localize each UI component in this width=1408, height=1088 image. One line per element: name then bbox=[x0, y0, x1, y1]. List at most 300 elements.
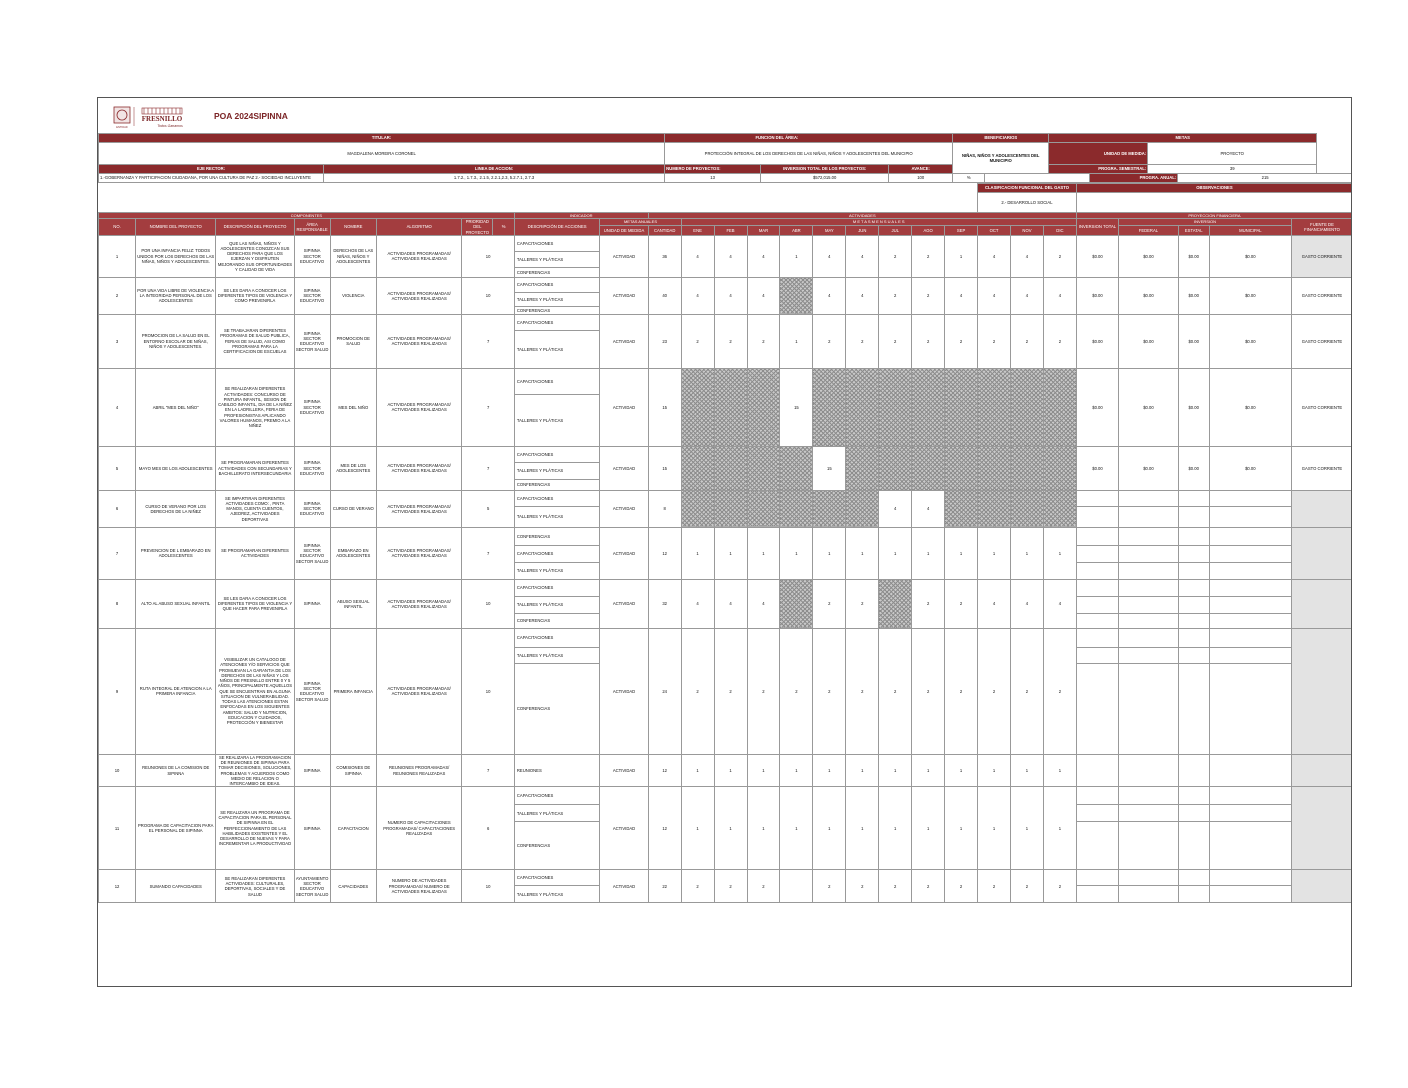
project-month-value: 2 bbox=[1043, 628, 1076, 754]
project-indicador: DERECHOS DE LAS NIÑAS, NIÑOS Y ADOLESCENTES bbox=[330, 235, 376, 277]
col-prioridad: PRIORIDAD DEL PROYECTO bbox=[462, 219, 493, 236]
col-month: MAY bbox=[813, 225, 846, 235]
project-indicador: MES DEL NIÑO bbox=[330, 368, 376, 446]
project-nombre: PREVENCION DE L EMBARAZO EN ADOLESCENTES bbox=[136, 527, 216, 579]
project-month-value: 1 bbox=[1011, 754, 1044, 787]
empty-finance-cell bbox=[1209, 545, 1291, 562]
project-prioridad: 10 bbox=[462, 235, 514, 277]
project-month-value: 2 bbox=[813, 579, 846, 628]
project-cantidad: 12 bbox=[648, 787, 681, 870]
empty-finance-cell bbox=[1209, 822, 1291, 870]
project-fuente bbox=[1292, 787, 1352, 870]
col-metas-mensuales: M E T A S M E N S U A L E S bbox=[681, 219, 1076, 226]
project-month-value: 2 bbox=[714, 870, 747, 903]
empty-finance-cell bbox=[1119, 596, 1179, 613]
project-descripcion: QUE LAS NIÑAS, NIÑOS Y ADOLESCENTES CONOZCAN SUS DERECHOS PARA QUE LOS EJERZAN Y DISFRUTEN MEJORANDO SUS OPORTUNIDADES Y CALIDAD DE VIDA bbox=[216, 235, 294, 277]
col-unidad: UNIDAD DE MEDIDA bbox=[600, 225, 648, 235]
project-accion: CONFERENCIAS bbox=[514, 822, 599, 870]
empty-finance-cell bbox=[1119, 886, 1179, 903]
project-unidad: ACTIVIDAD bbox=[600, 368, 648, 446]
project-indicador: ABUSO SEXUAL INFANTIL bbox=[330, 579, 376, 628]
empty-finance-cell bbox=[1178, 822, 1209, 870]
project-algoritmo: ACTIVIDADES PROGRAMADAS/ ACTIVIDADES REALIZADAS bbox=[376, 314, 461, 368]
empty-finance-cell bbox=[1076, 754, 1118, 787]
table-row bbox=[99, 628, 1353, 647]
project-unidad: ACTIVIDAD bbox=[600, 235, 648, 277]
empty-finance-cell bbox=[1076, 596, 1118, 613]
project-month-value: 2 bbox=[912, 579, 945, 628]
project-month-value bbox=[879, 368, 912, 446]
project-prioridad: 10 bbox=[462, 870, 514, 903]
project-fuente: GASTO CORRIENTE bbox=[1292, 277, 1352, 314]
project-no: 2 bbox=[99, 277, 136, 314]
project-prioridad: 7 bbox=[462, 527, 514, 579]
project-month-value: 2 bbox=[879, 277, 912, 314]
project-month-value: 2 bbox=[978, 628, 1011, 754]
project-area: SIPINNA SECTOR EDUCATIVO SECTOR SALUD bbox=[294, 527, 330, 579]
project-month-value: 2 bbox=[912, 628, 945, 754]
clasificacion-label: CLASIFICACION FUNCIONAL DEL GASTO bbox=[978, 184, 1077, 193]
project-month-value: 2 bbox=[945, 579, 978, 628]
col-descripcion: DESCRIPCIÓN DEL PROYECTO bbox=[216, 219, 294, 236]
col-month: ENE bbox=[681, 225, 714, 235]
project-month-value: 1 bbox=[1043, 754, 1076, 787]
project-month-value: 4 bbox=[1011, 235, 1044, 277]
project-unidad: ACTIVIDAD bbox=[600, 754, 648, 787]
project-fuente: GASTO CORRIENTE bbox=[1292, 446, 1352, 490]
project-nombre: MAYO MES DE LOS ADOLESCENTES bbox=[136, 446, 216, 490]
project-descripcion: SE PROGRAMARAN DIFERENTES ACTIVIDADES CON SECUNDARIAS Y BACHILLERATO INTERSECUNDARIA bbox=[216, 446, 294, 490]
project-month-value: 1 bbox=[945, 754, 978, 787]
col-metas-anuales: METAS ANUALES bbox=[600, 219, 681, 226]
empty-finance-cell bbox=[1119, 545, 1179, 562]
project-month-value: 2 bbox=[879, 870, 912, 903]
eje-label: EJE RECTOR: bbox=[99, 165, 324, 174]
empty-finance-cell bbox=[1076, 506, 1118, 527]
project-month-value: 2 bbox=[681, 314, 714, 368]
project-month-value: 1 bbox=[681, 527, 714, 579]
project-prioridad: 7 bbox=[462, 314, 514, 368]
project-month-value: 4 bbox=[714, 277, 747, 314]
project-cantidad: 12 bbox=[648, 527, 681, 579]
project-accion: CAPACITACIONES bbox=[514, 277, 599, 292]
table-row bbox=[99, 754, 1353, 787]
project-month-value: 2 bbox=[747, 870, 780, 903]
empty-finance-cell bbox=[1076, 613, 1118, 628]
project-accion: CAPACITACIONES bbox=[514, 579, 599, 596]
linea-value: 1.7.2., 1.7.3., 2.1.5, 2.2.1,2.3, 5.2.7.1, 2.7.3 bbox=[324, 174, 665, 183]
project-cantidad: 12 bbox=[648, 754, 681, 787]
project-no: 3 bbox=[99, 314, 136, 368]
project-month-value: 4 bbox=[978, 579, 1011, 628]
num-proyectos-value: 13 bbox=[665, 174, 761, 183]
table-row bbox=[99, 490, 1353, 506]
project-descripcion: SE PROGRAMARAN DIFERENTES ACTIVIDADES bbox=[216, 527, 294, 579]
col-pct: % bbox=[493, 219, 515, 236]
project-accion: CAPACITACIONES bbox=[514, 787, 599, 805]
project-accion: CONFERENCIAS bbox=[514, 613, 599, 628]
project-month-value: 4 bbox=[714, 235, 747, 277]
project-month-value: 2 bbox=[714, 628, 747, 754]
project-month-value bbox=[780, 870, 813, 903]
project-month-value: 1 bbox=[681, 754, 714, 787]
project-month-value bbox=[1011, 490, 1044, 527]
project-month-value: 2 bbox=[1043, 870, 1076, 903]
project-fuente: GASTO CORRIENTE bbox=[1292, 368, 1352, 446]
project-month-value: 1 bbox=[813, 787, 846, 870]
project-descripcion: SE REALIZARA UN PROGRAMA DE CAPACITACION PARA EL PERSONAL DE SIPINNA EN EL PERFECCIONAMIENTO DE LAS HABILIDADES EXISTENTES Y EL DESARROLLO DE NUEVAS Y PARA INCREMENTAR LA PRODUCTIVIDAD bbox=[216, 787, 294, 870]
project-month-value bbox=[846, 368, 879, 446]
project-no: 12 bbox=[99, 870, 136, 903]
project-indicador: PRIMERA INFANCIA bbox=[330, 628, 376, 754]
project-month-value: 2 bbox=[1043, 314, 1076, 368]
project-accion: TALLERES Y PLÁTICAS bbox=[514, 292, 599, 306]
project-area: SIPINNA bbox=[294, 579, 330, 628]
empty-finance-cell bbox=[1209, 628, 1291, 647]
empty-finance-cell bbox=[1076, 805, 1118, 822]
observaciones-value bbox=[1076, 193, 1352, 213]
project-estatal: $0.00 bbox=[1178, 446, 1209, 490]
col-federal: FEDERAL bbox=[1119, 225, 1179, 235]
empty-finance-cell bbox=[1119, 628, 1179, 647]
project-accion: TALLERES Y PLÁTICAS bbox=[514, 251, 599, 267]
project-fuente bbox=[1292, 579, 1352, 628]
empty-finance-cell bbox=[1119, 490, 1179, 506]
project-month-value bbox=[978, 368, 1011, 446]
project-prioridad: 10 bbox=[462, 579, 514, 628]
empty-finance-cell bbox=[1076, 886, 1118, 903]
project-fuente: GASTO CORRIENTE bbox=[1292, 235, 1352, 277]
col-month: AGO bbox=[912, 225, 945, 235]
empty-finance-cell bbox=[1209, 787, 1291, 805]
project-no: 6 bbox=[99, 490, 136, 527]
project-month-value: 2 bbox=[1011, 870, 1044, 903]
project-prioridad: 7 bbox=[462, 368, 514, 446]
empty-finance-cell bbox=[1209, 870, 1291, 886]
project-area: SIPINNA SECTOR EDUCATIVO bbox=[294, 490, 330, 527]
empty-finance-cell bbox=[1076, 628, 1118, 647]
project-month-value bbox=[714, 490, 747, 527]
project-inversion-total: $0.00 bbox=[1076, 235, 1118, 277]
project-month-value: 1 bbox=[879, 787, 912, 870]
project-cantidad: 15 bbox=[648, 368, 681, 446]
project-month-value bbox=[780, 446, 813, 490]
unidad-medida-value: PROYECTO bbox=[1148, 143, 1317, 165]
project-cantidad: 23 bbox=[648, 314, 681, 368]
empty-finance-cell bbox=[1076, 490, 1118, 506]
project-accion: CAPACITACIONES bbox=[514, 368, 599, 394]
project-descripcion: SE REALIZARA LA PROGRAMACION DE REUNIONES DE SIPINNA PARA TOMAR DECISIONES, SOLUCIONES, PROBLEMAS Y ACUERDOS COMO MEDIO DE RELACION O INTERCAMBIO DE IDEAS. bbox=[216, 754, 294, 787]
empty-finance-cell bbox=[1178, 647, 1209, 663]
empty-finance-cell bbox=[1119, 506, 1179, 527]
project-month-value: 2 bbox=[747, 314, 780, 368]
project-no: 5 bbox=[99, 446, 136, 490]
project-no: 8 bbox=[99, 579, 136, 628]
project-algoritmo: ACTIVIDADES PROGRAMADAS/ ACTIVIDADES REALIZADAS bbox=[376, 277, 461, 314]
project-month-value: 2 bbox=[978, 870, 1011, 903]
project-month-value: 1 bbox=[747, 787, 780, 870]
project-month-value bbox=[912, 446, 945, 490]
project-no: 10 bbox=[99, 754, 136, 787]
project-unidad: ACTIVIDAD bbox=[600, 446, 648, 490]
project-unidad: ACTIVIDAD bbox=[600, 527, 648, 579]
project-month-value: 4 bbox=[912, 490, 945, 527]
project-month-value bbox=[846, 490, 879, 527]
empty-finance-cell bbox=[1076, 663, 1118, 754]
project-unidad: ACTIVIDAD bbox=[600, 787, 648, 870]
project-nombre: POR UNA VIDA LIBRE DE VIOLENCIA A LA INTEGRIDAD PERSONAL DE LOS ADOLESCENTES bbox=[136, 277, 216, 314]
project-month-value bbox=[813, 490, 846, 527]
table-row bbox=[99, 235, 1353, 251]
project-municipal: $0.00 bbox=[1209, 368, 1291, 446]
col-estatal: ESTATAL bbox=[1178, 225, 1209, 235]
project-cantidad: 36 bbox=[648, 235, 681, 277]
col-month: NOV bbox=[1011, 225, 1044, 235]
project-nombre: ABRIL "MES DEL NIÑO" bbox=[136, 368, 216, 446]
empty-finance-cell bbox=[1209, 613, 1291, 628]
project-indicador: PROMOCION DE SALUD bbox=[330, 314, 376, 368]
empty-finance-cell bbox=[1076, 527, 1118, 545]
titular-value: MAGDALENA MOREIRA CORONEL bbox=[99, 143, 665, 165]
project-month-value: 1 bbox=[780, 754, 813, 787]
project-month-value bbox=[780, 277, 813, 314]
project-algoritmo: NUMERO DE CAPACITACIONES PROGRAMADAS/ CAPACITACIONES REALIZADAS bbox=[376, 787, 461, 870]
project-month-value: 1 bbox=[945, 235, 978, 277]
project-descripcion: VISIBILIZAR UN CATALOGO DE ATENCIONES Y/O SERVICIOS QUE PROMUEVAN LA GARANTIA DE LOS DERECHOS DE LAS NIÑAS Y LOS NIÑOS DE FRESNILLO ENTRE 0 Y 5 AÑOS, PRINCIPALMENTE AQUELLOS QUE SE ENCUENTRAN EN ALGUNA SITUACION DE VULNERABILIDAD. TODAS LAS ATENCIONES ESTAN ENFOCADAS EN LOS SIGUIENTES AMBITOS: SALUD Y NUTRICION, EDUCACION Y CUIDADOS, PROTECCIÓN Y BIENESTAR bbox=[216, 628, 294, 754]
project-month-value: 2 bbox=[912, 314, 945, 368]
project-month-value bbox=[1043, 368, 1076, 446]
project-accion: TALLERES Y PLÁTICAS bbox=[514, 506, 599, 527]
project-month-value: 1 bbox=[978, 527, 1011, 579]
project-unidad: ACTIVIDAD bbox=[600, 314, 648, 368]
col-area: ÁREA RESPONSABLE bbox=[294, 219, 330, 236]
col-month: JUN bbox=[846, 225, 879, 235]
project-month-value: 1 bbox=[945, 787, 978, 870]
avance-value: 100 bbox=[889, 174, 953, 183]
project-month-value: 1 bbox=[912, 527, 945, 579]
project-month-value bbox=[780, 579, 813, 628]
table-row bbox=[99, 446, 1353, 462]
beneficiarios-spacer bbox=[985, 174, 1090, 183]
project-month-value: 2 bbox=[912, 235, 945, 277]
empty-finance-cell bbox=[1119, 527, 1179, 545]
project-nombre: ALTO AL ABUSO SEXUAL INFANTIL bbox=[136, 579, 216, 628]
project-month-value: 1 bbox=[945, 527, 978, 579]
titular-label: TITULAR: bbox=[99, 134, 665, 143]
project-month-value bbox=[747, 490, 780, 527]
project-prioridad: 6 bbox=[462, 787, 514, 870]
col-inversion-total: INVERSION TOTAL bbox=[1076, 219, 1118, 236]
project-federal: $0.00 bbox=[1119, 235, 1179, 277]
eje-value: 1.-GOBERNANZA Y PARTICIPACION CIUDADANA, POR UNA CULTURA DE PAZ 2.- SOCIEDAD INCLUYENTE bbox=[99, 174, 324, 183]
col-municipal: MUNICIPAL bbox=[1209, 225, 1291, 235]
project-accion: CAPACITACIONES bbox=[514, 870, 599, 886]
project-accion: TALLERES Y PLÁTICAS bbox=[514, 886, 599, 903]
empty-finance-cell bbox=[1178, 870, 1209, 886]
project-accion: CAPACITACIONES bbox=[514, 235, 599, 251]
project-cantidad: 22 bbox=[648, 870, 681, 903]
col-month: OCT bbox=[978, 225, 1011, 235]
table-row bbox=[99, 277, 1353, 292]
empty-finance-cell bbox=[1119, 562, 1179, 579]
project-month-value bbox=[978, 446, 1011, 490]
project-cantidad: 8 bbox=[648, 490, 681, 527]
project-month-value bbox=[780, 490, 813, 527]
project-accion: CAPACITACIONES bbox=[514, 545, 599, 562]
project-area: SIPINNA SECTOR EDUCATIVO bbox=[294, 277, 330, 314]
avance-unit: % bbox=[953, 174, 985, 183]
project-municipal: $0.00 bbox=[1209, 314, 1291, 368]
project-area: SIPINNA SECTOR EDUCATIVO SECTOR SALUD bbox=[294, 314, 330, 368]
project-unidad: ACTIVIDAD bbox=[600, 870, 648, 903]
project-nombre: POR UNA INFANCIA FELIZ: TODOS UNIDOS POR LOS DERECHOS DE LAS NIÑAS, NIÑOS Y ADOLESCENTES. bbox=[136, 235, 216, 277]
project-month-value bbox=[813, 368, 846, 446]
empty-finance-cell bbox=[1076, 787, 1118, 805]
funcion-value: PROTECCIÓN INTEGRAL DE LOS DERECHOS DE LAS NIÑAS, NIÑOS Y ADOLESCENTES DEL MUNICIPIO bbox=[665, 143, 953, 165]
empty-finance-cell bbox=[1209, 527, 1291, 545]
empty-finance-cell bbox=[1178, 613, 1209, 628]
project-month-value: 2 bbox=[1043, 235, 1076, 277]
project-nombre: PROGRAMA DE CAPACITACION PARA EL PERSONAL DE SIPINNA bbox=[136, 787, 216, 870]
actividades-header: ACTIVIDADES bbox=[648, 213, 1076, 219]
project-descripcion: SE REALIZARAN DIFERENTES ACTIVIDADES: CULTURALES, DEPORTIVAS, SOCIALES Y DE SALUD bbox=[216, 870, 294, 903]
project-month-value: 4 bbox=[681, 235, 714, 277]
empty-finance-cell bbox=[1209, 490, 1291, 506]
project-month-value: 2 bbox=[1011, 628, 1044, 754]
beneficiarios-label: BENEFICIARIOS bbox=[953, 134, 1049, 143]
project-accion: REUNIONES bbox=[514, 754, 599, 787]
project-descripcion: SE LES DARA A CONOCER LOS DIFERENTES TIPOS DE VIOLENCIA Y COMO PREVENIRLA bbox=[216, 277, 294, 314]
project-month-value: 2 bbox=[945, 870, 978, 903]
project-fuente bbox=[1292, 628, 1352, 754]
project-accion: TALLERES Y PLÁTICAS bbox=[514, 647, 599, 663]
progr-semestral-label: PROGRA. SEMESTRAL: bbox=[1049, 165, 1148, 174]
project-month-value bbox=[747, 368, 780, 446]
project-no: 11 bbox=[99, 787, 136, 870]
project-month-value: 2 bbox=[846, 314, 879, 368]
fresnillo-logo bbox=[112, 104, 212, 130]
project-month-value: 2 bbox=[714, 314, 747, 368]
empty-finance-cell bbox=[1076, 822, 1118, 870]
project-indicador: CAPACIDADES bbox=[330, 870, 376, 903]
project-month-value: 1 bbox=[714, 754, 747, 787]
project-month-value: 4 bbox=[714, 579, 747, 628]
project-unidad: ACTIVIDAD bbox=[600, 277, 648, 314]
project-month-value bbox=[747, 446, 780, 490]
project-month-value: 4 bbox=[945, 277, 978, 314]
project-month-value: 15 bbox=[780, 368, 813, 446]
empty-finance-cell bbox=[1209, 886, 1291, 903]
project-month-value bbox=[1011, 446, 1044, 490]
project-month-value: 1 bbox=[846, 787, 879, 870]
project-unidad: ACTIVIDAD bbox=[600, 490, 648, 527]
project-month-value: 4 bbox=[1043, 277, 1076, 314]
project-month-value: 4 bbox=[681, 277, 714, 314]
project-month-value: 1 bbox=[1043, 787, 1076, 870]
project-month-value: 1 bbox=[912, 754, 945, 787]
project-algoritmo: ACTIVIDADES PROGRAMADAS/ ACTIVIDADES REALIZADAS bbox=[376, 579, 461, 628]
project-month-value: 1 bbox=[813, 754, 846, 787]
project-descripcion: SE LES DARA A CONOCER LOS DIFERENTES TIPOS DE VIOLENCIA Y QUE HACER PARA PREVENIRLA bbox=[216, 579, 294, 628]
project-inversion-total: $0.00 bbox=[1076, 368, 1118, 446]
progr-semestral-value: 39 bbox=[1148, 165, 1317, 174]
project-area: SIPINNA SECTOR EDUCATIVO bbox=[294, 235, 330, 277]
project-federal: $0.00 bbox=[1119, 368, 1179, 446]
project-municipal: $0.00 bbox=[1209, 235, 1291, 277]
empty-finance-cell bbox=[1119, 613, 1179, 628]
project-month-value bbox=[681, 368, 714, 446]
project-month-value: 4 bbox=[1011, 579, 1044, 628]
project-cantidad: 15 bbox=[648, 446, 681, 490]
project-algoritmo: ACTIVIDADES PROGRAMADAS/ ACTIVIDADES REALIZADAS bbox=[376, 368, 461, 446]
empty-finance-cell bbox=[1178, 527, 1209, 545]
project-month-value: 1 bbox=[714, 527, 747, 579]
project-month-value: 2 bbox=[780, 628, 813, 754]
funcion-label: FUNCION DEL ÁREA: bbox=[665, 134, 889, 143]
project-descripcion: SE REALIZARAN DIFERENTES ACTIVIDADES: CONCURSO DE PINTURA INFANTIL, SESION DE CABILDO INFANTIL, DIA DE LA NIÑEZ EN LA LADRILLERA, FERIA DE PROFESIONISTAS APLICANDO VALORES HUMANOS, PREMIO A LA NIÑEZ bbox=[216, 368, 294, 446]
empty-finance-cell bbox=[1178, 805, 1209, 822]
beneficiarios-value: NIÑAS, NIÑOS Y ADOLESCENTES DEL MUNICIPIO bbox=[953, 143, 1049, 174]
linea-label: LINEA DE ACCION: bbox=[324, 165, 665, 174]
project-indicador: CAPACITACION bbox=[330, 787, 376, 870]
project-month-value: 1 bbox=[780, 314, 813, 368]
empty-finance-cell bbox=[1209, 506, 1291, 527]
empty-finance-cell bbox=[1209, 579, 1291, 596]
project-accion: CONFERENCIAS bbox=[514, 267, 599, 277]
empty-finance-cell bbox=[1209, 596, 1291, 613]
project-month-value: 2 bbox=[912, 277, 945, 314]
empty-finance-cell bbox=[1178, 628, 1209, 647]
project-month-value bbox=[846, 446, 879, 490]
project-federal: $0.00 bbox=[1119, 277, 1179, 314]
project-cantidad: 24 bbox=[648, 628, 681, 754]
project-month-value: 1 bbox=[846, 754, 879, 787]
col-month: SEP bbox=[945, 225, 978, 235]
project-area: SIPINNA bbox=[294, 754, 330, 787]
project-month-value: 1 bbox=[1011, 787, 1044, 870]
project-month-value bbox=[1043, 490, 1076, 527]
project-algoritmo: ACTIVIDADES PROGRAMADAS/ ACTIVIDADES REALIZADAS bbox=[376, 446, 461, 490]
project-nombre: SUMANDO CAPACIDADES bbox=[136, 870, 216, 903]
project-month-value bbox=[879, 446, 912, 490]
project-prioridad: 7 bbox=[462, 754, 514, 787]
project-month-value: 1 bbox=[879, 527, 912, 579]
col-cantidad: CANTIDAD bbox=[648, 225, 681, 235]
project-month-value: 2 bbox=[879, 314, 912, 368]
project-federal: $0.00 bbox=[1119, 446, 1179, 490]
project-month-value: 2 bbox=[945, 314, 978, 368]
project-accion: TALLERES Y PLÁTICAS bbox=[514, 805, 599, 822]
col-month: DIC bbox=[1043, 225, 1076, 235]
progr-anual-label: PROGRA. ANUAL: bbox=[1090, 174, 1178, 183]
project-month-value: 1 bbox=[846, 527, 879, 579]
empty-finance-cell bbox=[1076, 870, 1118, 886]
num-proyectos-label: NUMERO DE PROYECTOS: bbox=[665, 165, 761, 174]
project-month-value: 2 bbox=[846, 870, 879, 903]
empty-finance-cell bbox=[1178, 886, 1209, 903]
project-algoritmo: ACTIVIDADES PROGRAMADAS/ ACTIVIDADES REALIZADAS bbox=[376, 490, 461, 527]
project-no: 7 bbox=[99, 527, 136, 579]
empty-finance-cell bbox=[1119, 822, 1179, 870]
project-accion: CAPACITACIONES bbox=[514, 446, 599, 462]
clasificacion-value: 2.- DESARROLLO SOCIAL bbox=[978, 193, 1077, 213]
project-nombre: RUTA INTEGRAL DE ATENCION A LA PRIMERA INFANCIA bbox=[136, 628, 216, 754]
project-month-value: 2 bbox=[879, 628, 912, 754]
avance-label: AVANCE: bbox=[889, 165, 953, 174]
project-month-value: 1 bbox=[780, 235, 813, 277]
empty-finance-cell bbox=[1209, 805, 1291, 822]
project-month-value bbox=[681, 490, 714, 527]
